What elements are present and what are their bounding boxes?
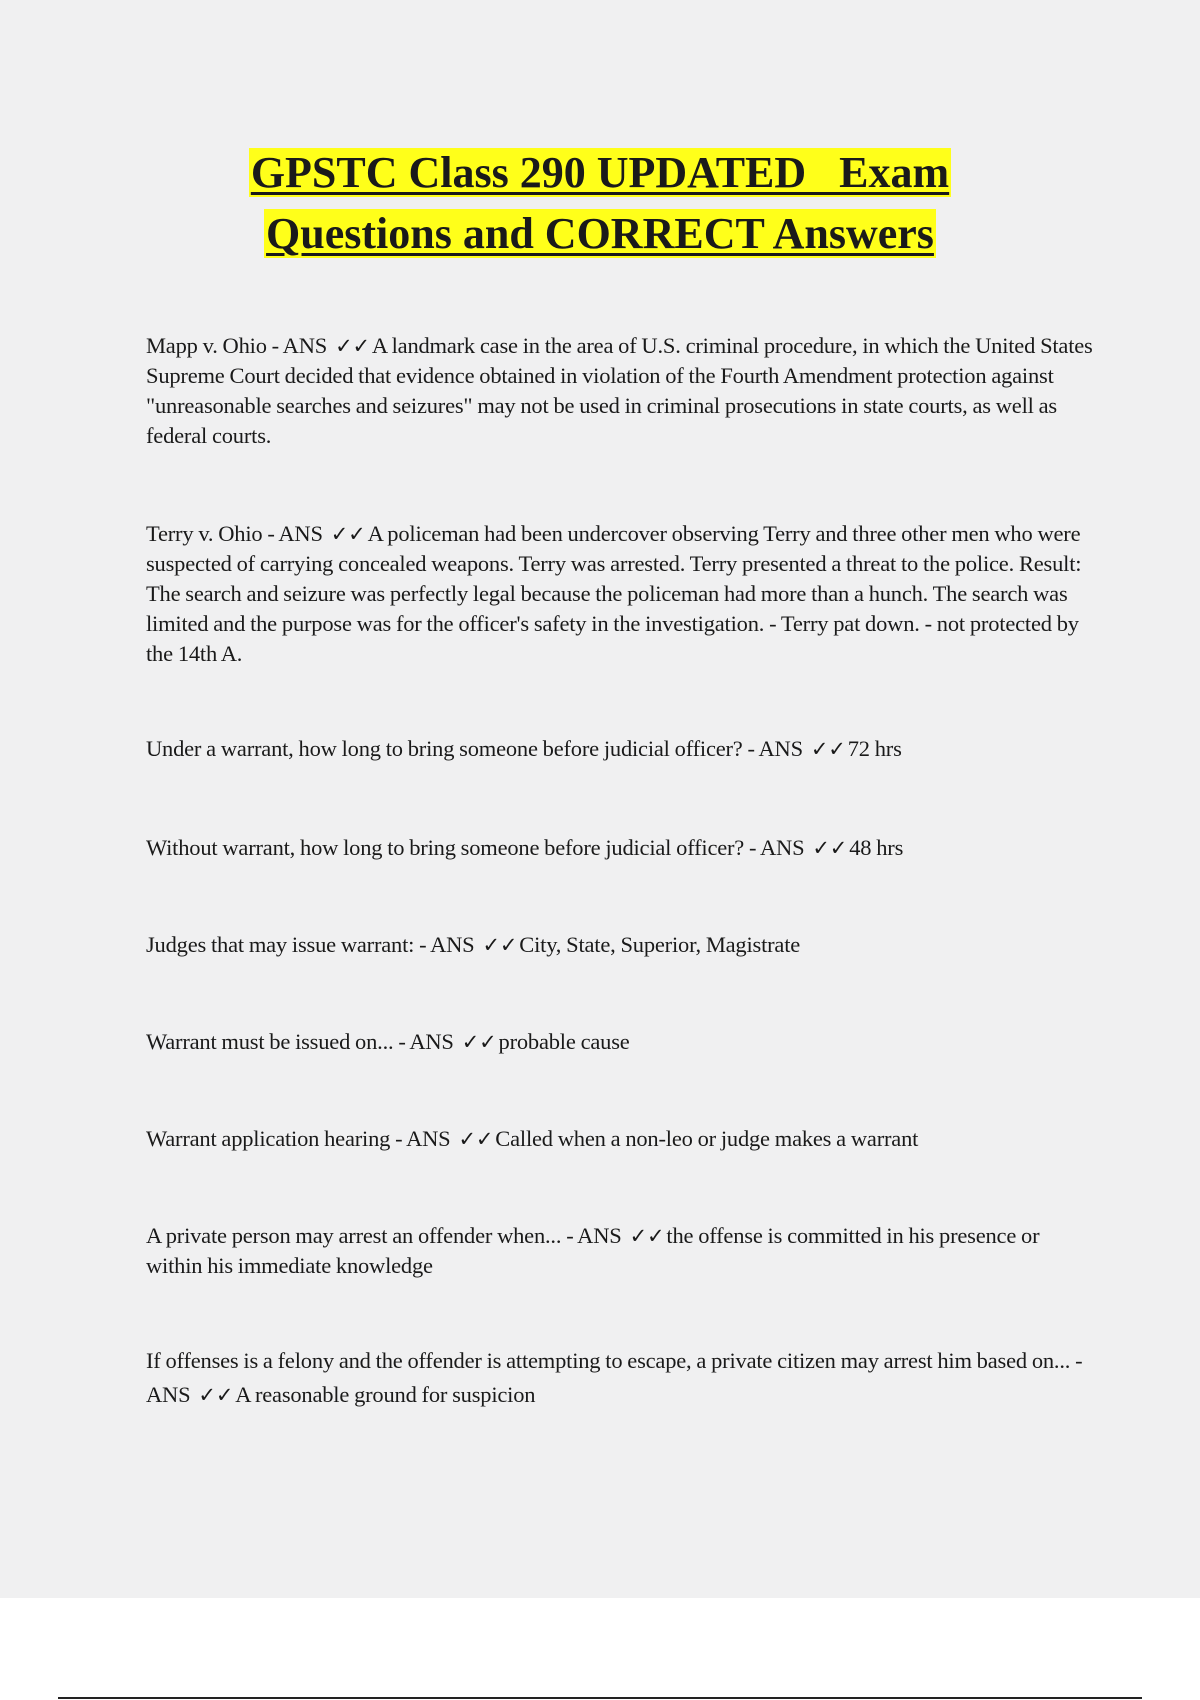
- answer-text: A policeman had been undercover observing Terry and three other men who were suspected of carrying concealed weapons. Terry was arrested. Terry presented a threat to the police. Result: The search and seizure was perfectly legal because the policeman had more than a hunch. The search was limited and the purpose was for the officer's safety in the investigation. - Terry pat down. - not protected by the 14th A.: [146, 521, 1082, 666]
- footer-divider: [58, 1697, 1142, 1699]
- double-check-icon: ✓✓: [335, 334, 370, 358]
- qa-item: [146, 1221, 1066, 1281]
- answer-text: the offense is committed in his presence or within his immediate knowledge: [146, 1223, 1040, 1278]
- qa-item: [146, 331, 1096, 451]
- page-title: [0, 142, 1200, 264]
- question-text: If offenses is a felony and the offender is attempting to escape, a private citizen may arrest him based on... - ANS: [146, 1348, 1083, 1407]
- double-check-icon: ✓✓: [198, 1383, 234, 1407]
- answer-text: probable cause: [498, 1029, 630, 1054]
- question-text: Judges that may issue warrant: - ANS: [146, 932, 475, 957]
- double-check-icon: ✓✓: [629, 1224, 665, 1248]
- qa-item: [146, 1344, 1091, 1412]
- answer-text: A landmark case in the area of U.S. criminal procedure, in which the United States Supreme Court decided that evidence obtained in violation of the Fourth Amendment protection against "unreasonable searches and seizures" may not be used in criminal prosecutions in state courts, as well as federal courts.: [146, 333, 1093, 448]
- question-text: Warrant must be issued on... - ANS: [146, 1029, 454, 1054]
- qa-item: [146, 930, 1096, 960]
- question-text: Terry v. Ohio - ANS: [146, 521, 323, 546]
- title-line-1: GPSTC Class 290 UPDATED Exam: [250, 148, 950, 197]
- question-text: Mapp v. Ohio - ANS: [146, 333, 328, 358]
- double-check-icon: ✓✓: [330, 522, 366, 546]
- qa-item: [146, 833, 1096, 863]
- question-text: A private person may arrest an offender when... - ANS: [146, 1223, 622, 1248]
- double-check-icon: ✓✓: [812, 836, 848, 860]
- qa-item: [146, 1027, 1096, 1057]
- answer-text: A reasonable ground for suspicion: [235, 1382, 536, 1407]
- double-check-icon: ✓✓: [482, 933, 518, 957]
- qa-item: [146, 1124, 1096, 1154]
- question-text: Under a warrant, how long to bring someone before judicial officer? - ANS: [146, 736, 803, 761]
- title-line-2: Questions and CORRECT Answers: [266, 209, 934, 258]
- qa-item: [146, 734, 1096, 764]
- qa-item: [146, 519, 1096, 669]
- double-check-icon: ✓✓: [810, 737, 846, 761]
- answer-text: 72 hrs: [847, 736, 902, 761]
- question-text: Warrant application hearing - ANS: [146, 1126, 451, 1151]
- answer-text: Called when a non-leo or judge makes a warrant: [495, 1126, 919, 1151]
- double-check-icon: ✓✓: [461, 1030, 497, 1054]
- question-text: Without warrant, how long to bring someone before judicial officer? - ANS: [146, 835, 805, 860]
- answer-text: City, State, Superior, Magistrate: [519, 932, 801, 957]
- double-check-icon: ✓✓: [458, 1127, 494, 1151]
- answer-text: 48 hrs: [849, 835, 904, 860]
